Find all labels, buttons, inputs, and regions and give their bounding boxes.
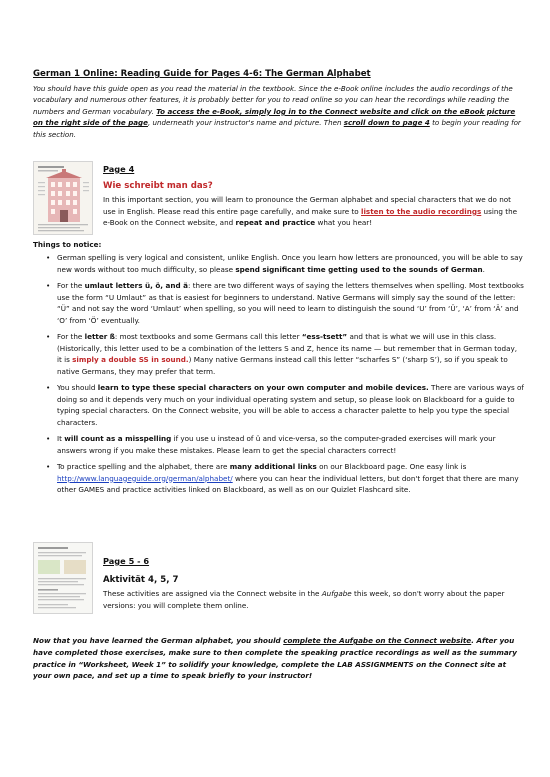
building-illustration-icon xyxy=(34,162,92,234)
bullet-emphasis: letter ß xyxy=(84,332,115,341)
section-page-4-text xyxy=(103,194,523,229)
intro-paragraph xyxy=(33,83,521,140)
bullet-text: if you use u instead of ü and vice-versa, so the computer-graded exercises will mark your answers wrong if you make these mistakes. Please learn to get the special characters correct! xyxy=(57,434,496,455)
bullet-text: It xyxy=(57,434,65,443)
bullet-emphasis-red: simply a double SS in sound. xyxy=(72,355,189,364)
section-page-4-text-1: In this important section, you will learn to pronounce the German alphabet and special characters that we do not use in English. Please read this entire page carefully, and make sure to xyxy=(103,195,511,216)
bullet-text: To practice spelling and the alphabet, there are xyxy=(57,462,230,471)
section-page-4-text-2: using the e-Book on the Connect website, and xyxy=(103,206,518,228)
languageguide-link[interactable]: http://www.languageguide.org/german/alphabet/ xyxy=(57,473,233,483)
list-item xyxy=(46,382,524,428)
bullet-text: ) Many native Germans instead call this letter “scharfes S” (‘sharp S’), so if you speak to native Germans, they may prefer that term. xyxy=(57,355,508,376)
closing-text-2: . After you have completed those exercises, make sure to then complete the speaking practice recordings as well as the summary practice in “Worksheet, Week 1” to solidify your knowledge, complete the LAB ASSIGNMENTS on the Connect site at your own pace, and set up a time to speak briefly to your instructor! xyxy=(33,636,517,681)
bullet-text: German spelling is very logical and consistent, unlike English. Once you learn how letters are pronounced, you will be able to say new words without too much difficulty, so please xyxy=(57,253,523,274)
bullet-emphasis: umlaut letters ü, ö, and ä xyxy=(84,281,188,290)
bullet-text: where you can hear the individual letters, but don't forget that there are many other GAMES and practice activities linked on Blackboard, as well as on our Quizlet Flashcard site. xyxy=(57,473,519,494)
bullet-text: You should xyxy=(57,383,98,392)
bullet-text: For the xyxy=(57,332,85,341)
bullet-text: There are various ways of doing so and it depends very much on your individual operating system and setup, so please look on Blackboard for a guide to typing special characters. On the Connect website, you will be able to access a character palette to help you type the special characters. xyxy=(57,383,524,427)
section-page-5-6-heading: Page 5 - 6 xyxy=(103,556,150,566)
textbook-page-4-thumbnail xyxy=(33,161,93,235)
list-item xyxy=(46,252,524,275)
bullet-text: and that is what we will use in this class. (Historically, this letter used to be a combination of the letters S and Z, hence its name — but remember that in German today, it is xyxy=(57,332,518,364)
repeat-practice-emphasis: repeat and practice xyxy=(235,218,316,228)
bullet-emphasis: “ess-tsett” xyxy=(301,332,348,341)
section-page-5-6-text xyxy=(103,588,523,611)
section-page-4-heading: Page 4 xyxy=(103,164,135,174)
audio-recordings-emphasis: listen to the audio recordings xyxy=(360,206,482,216)
closing-text-1: Now that you have learned the German alphabet, you should xyxy=(33,636,284,645)
list-item xyxy=(46,433,524,456)
intro-text-3: to begin your reading for this section. xyxy=(33,118,521,139)
intro-text-1: You should have this guide open as you read the material in the textbook. Since the e-Book online includes the audio recordings of the vocabulary and numerous other features, it is probably better for you to read online so you can hear the recordings while reading the numbers and German vocabulary. xyxy=(33,84,513,116)
notice-list xyxy=(46,252,524,501)
bullet-text: : there are two different ways of saying the letters themselves when spelling. Most textbooks use the form “U Umlaut” as that is easiest for beginners to understand. Native Germans will simply say the sound of the letter: “Ü” and not say the word ‘Umlaut’ when spelling, so you will need to learn to distinguish the sound ‘U’ from ‘Ü’, ‘A’ from ‘Ä’ and ‘O’ from ‘Ö’ eventually. xyxy=(57,281,524,325)
closing-paragraph xyxy=(33,635,523,682)
list-item xyxy=(46,280,524,326)
bullet-text: on our Blackboard page. One easy link is xyxy=(316,462,467,471)
bullet-emphasis: spend significant time getting used to the sounds of German xyxy=(235,264,483,274)
bullet-emphasis: many additional links xyxy=(229,462,317,471)
intro-text-2: , underneath your instructor's name and picture. Then xyxy=(147,118,344,128)
bullet-icon: • xyxy=(46,434,51,443)
bullet-text: . xyxy=(482,264,485,274)
intro-instruction-link: To access the e-Book, simply log in to the Connect website and click on the eBook picture on the right side of the page xyxy=(33,106,516,128)
section-page-4-text-3: what you hear! xyxy=(315,218,373,228)
bullet-text: For the xyxy=(57,281,85,290)
things-to-notice-label: Things to notice: xyxy=(33,240,102,249)
bullet-emphasis: will count as a misspelling xyxy=(64,434,172,443)
page-title: German 1 Online: Reading Guide for Pages 4-6: The German Alphabet xyxy=(33,69,371,79)
aufgabe-italic: Aufgabe xyxy=(321,589,352,598)
section-page-5-6-subheading: Aktivität 4, 5, 7 xyxy=(103,575,179,585)
section-page-5-6-text-1: These activities are assigned via the Connect website in the xyxy=(103,589,322,598)
section-page-4-subheading: Wie schreibt man das? xyxy=(103,181,213,191)
closing-emphasis: complete the Aufgabe on the Connect website xyxy=(283,636,472,645)
bullet-emphasis: learn to type these special characters on your own computer and mobile devices. xyxy=(97,383,429,392)
bullet-icon: • xyxy=(46,383,51,392)
bullet-text: : most textbooks and some Germans call this letter xyxy=(114,332,302,341)
intro-scroll-instruction: scroll down to page 4 xyxy=(343,118,430,128)
textbook-page-5-6-thumbnail xyxy=(33,542,93,614)
section-page-5-6-text-2: this week, so don't worry about the paper versions: you will complete them online. xyxy=(103,589,505,610)
bullet-icon: • xyxy=(46,462,51,471)
list-item xyxy=(46,331,524,377)
exercise-page-icon xyxy=(34,543,92,613)
bullet-icon: • xyxy=(46,253,51,262)
bullet-icon: • xyxy=(46,332,51,341)
list-item xyxy=(46,461,524,496)
bullet-icon: • xyxy=(46,281,51,290)
